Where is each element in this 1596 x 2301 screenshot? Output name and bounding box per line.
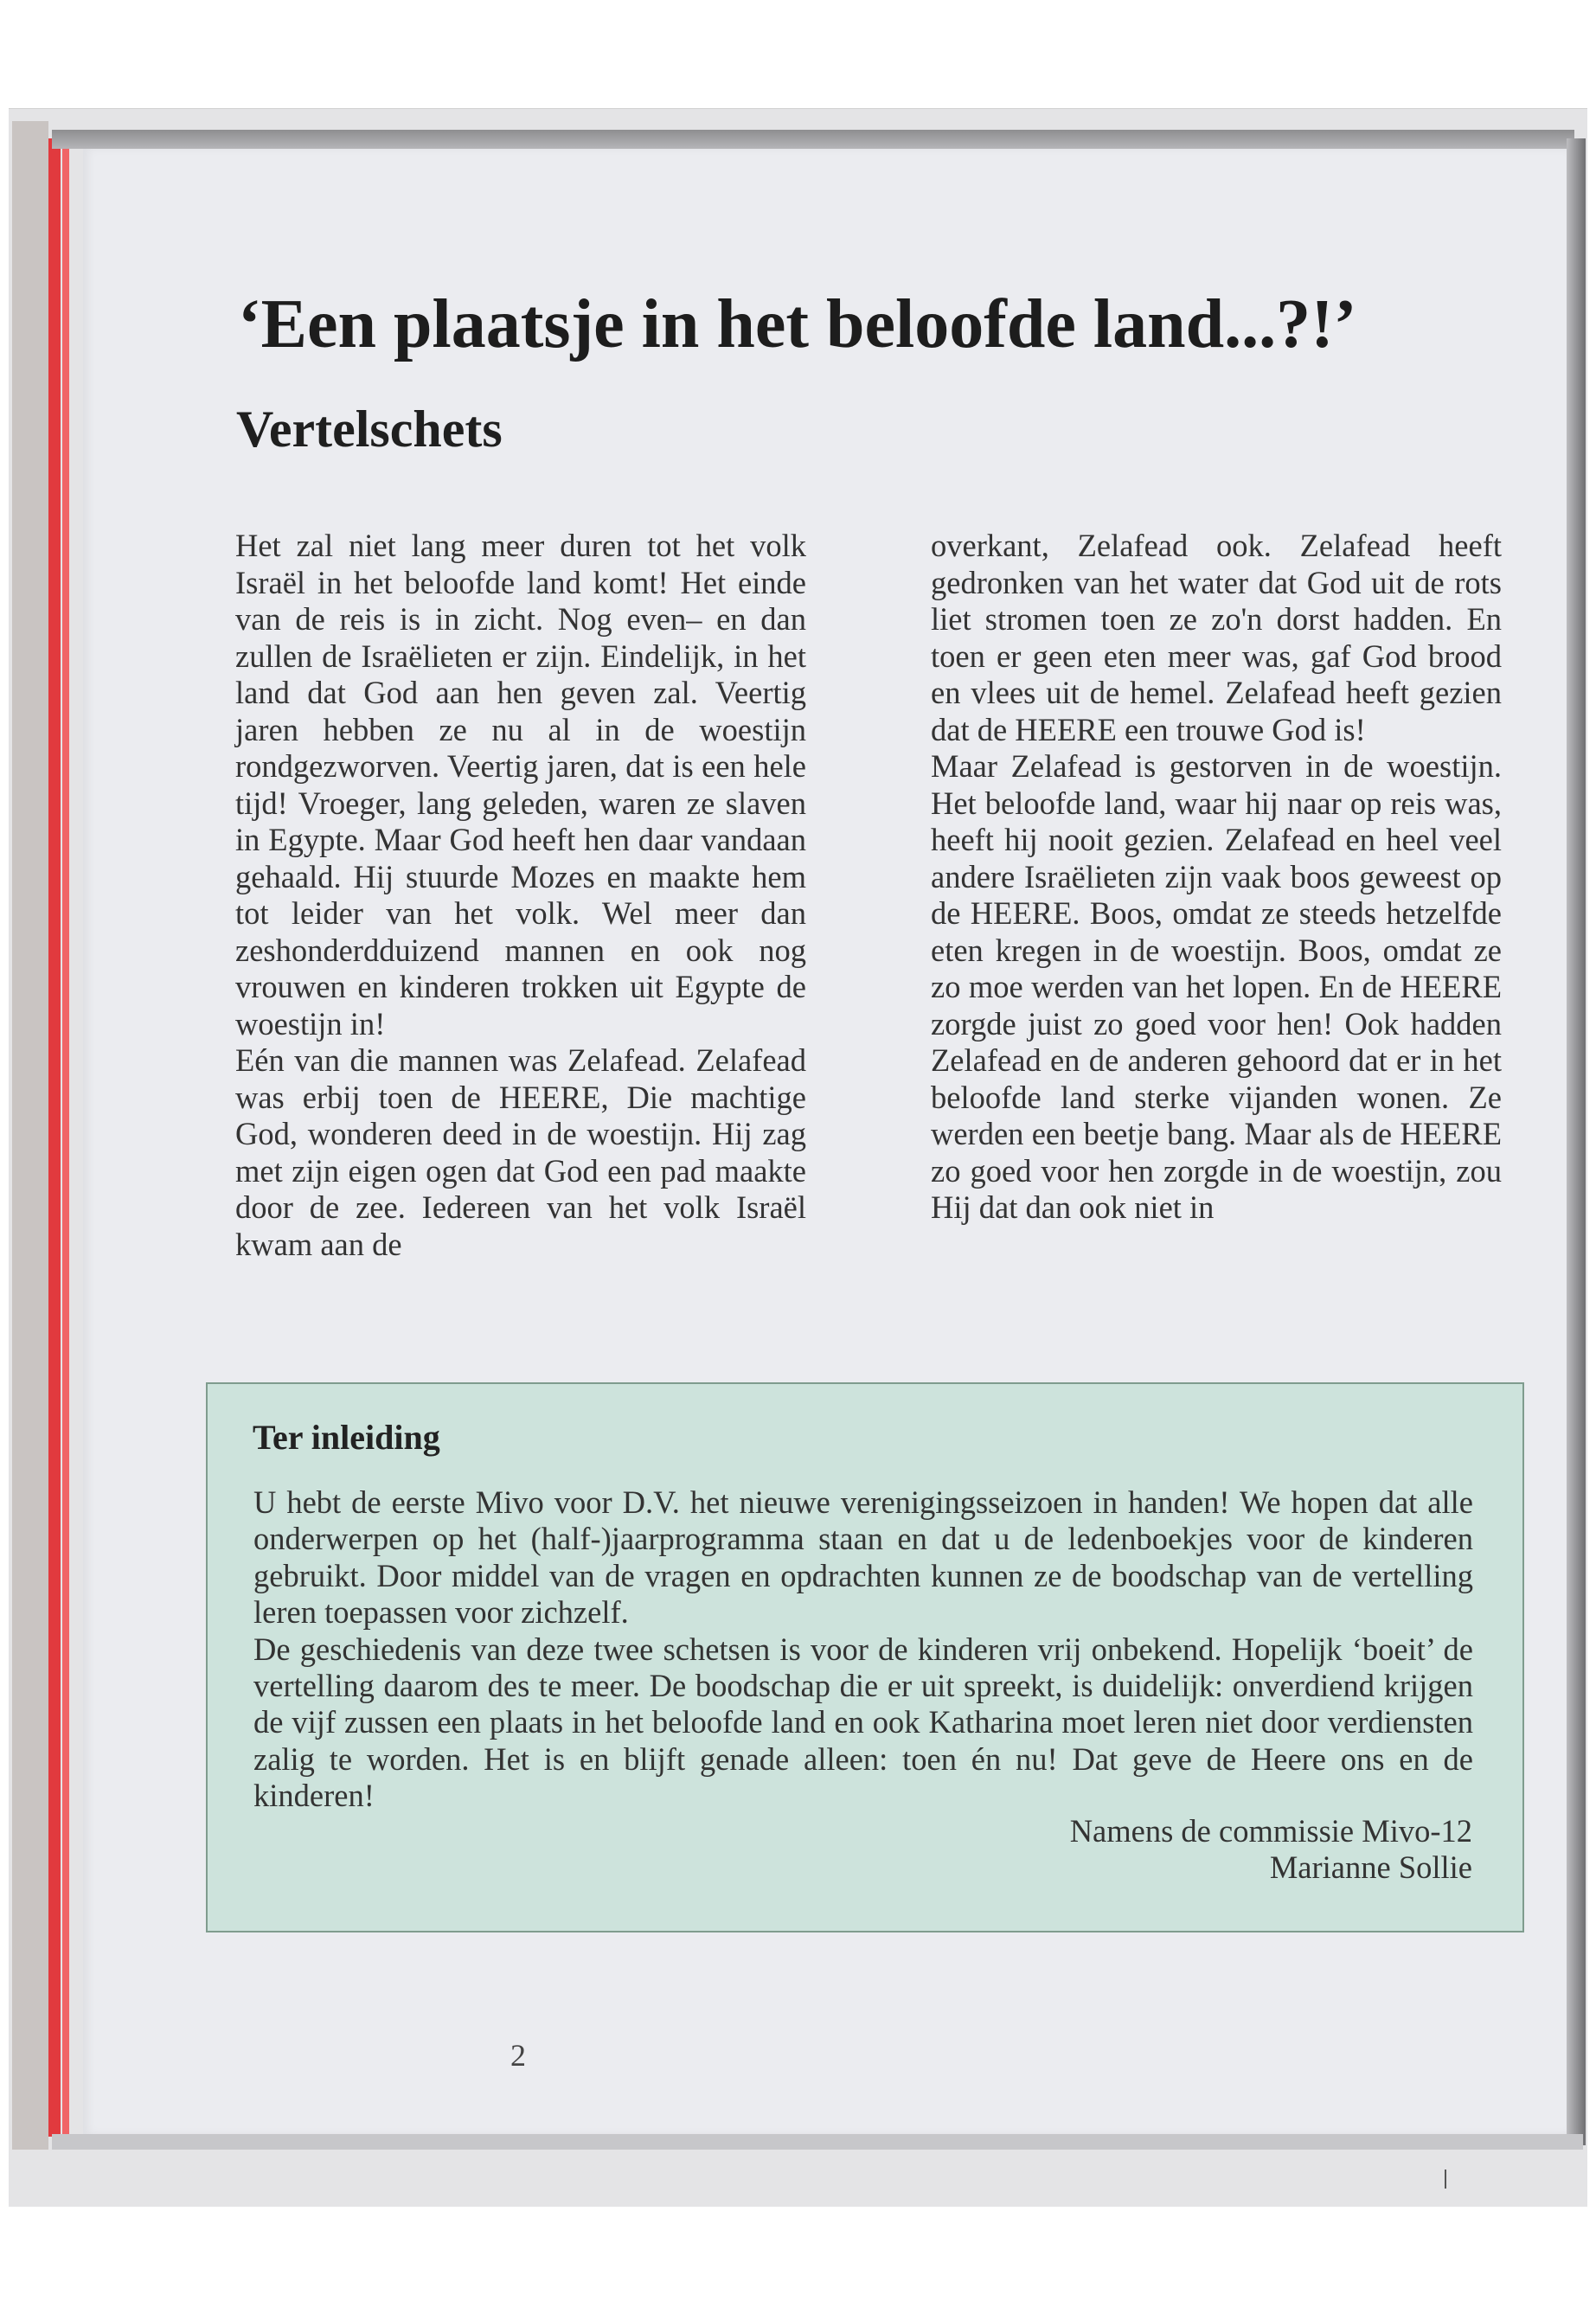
book-binding — [12, 121, 48, 2150]
intro-paragraph: De geschiedenis van deze twee schetsen is voor de kinderen vrij onbekend. Hopelijk ‘boeit’ de vertelling daarom des te meer. De boodschap die er uit spreekt, is duidelijk: onverdiend krijgen de vijf zussen een plaats in het beloofde land en ook Katharina moet leren niet door verdiensten zalig te worden. Het is en blijft genade alleen: toen én nu! Dat geve de Heere ons en de kinderen! — [253, 1631, 1473, 1814]
paragraph: Maar Zelafead is gestorven in de woestijn. Het beloofde land, waar hij naar op reis was, heeft hij nooit gezien. Zelafead en heel veel andere Israëlieten zijn vaak boos geweest op de HEERE. Boos, omdat ze steeds hetzelfde eten kregen in de woestijn. Boos, omdat ze zo moe werden van het lopen. En de HEERE zorgde juist zo goed voor hen! Ook hadden Zelafead en de anderen gehoord dat er in het beloofde land sterke vijanden wonen. Ze werden een beetje bang. Maar als de HEERE zo goed voor hen zorgde in de woestijn, zou Hij dat dan ook niet in — [931, 748, 1502, 1225]
page-number: 2 — [510, 2038, 526, 2073]
paragraph: overkant, Zelafead ook. Zelafead heeft gedronken van het water dat God uit de rots liet stromen toen ze zo'n dorst hadden. En toen er geen eten meer was, gaf God brood en vlees uit de hemel. Zelafead heeft gezien dat de HEERE een trouwe God is! — [931, 528, 1502, 747]
intro-heading: Ter inleiding — [253, 1418, 440, 1457]
scan-mark — [1445, 2170, 1446, 2189]
article-title: ‘Een plaatsje in het beloofde land...?!’ — [238, 286, 1357, 362]
right-text-column — [931, 528, 1502, 1227]
page-bottom-edge — [52, 2134, 1583, 2150]
paragraph: Het zal niet lang meer duren tot het volk Israël in het beloofde land komt! Het einde van de reis is in zicht. Nog even– en dan zullen de Israëlieten er zijn. Eindelijk, in het land dat God aan hen geven zal. Veertig jaren hebben ze nu al in de woestijn rondgezworven. Veertig jaren, dat is een hele tijd! Vroeger, lang geleden, waren ze slaven in Egypte. Maar God heeft hen daar vandaan gehaald. Hij stuurde Mozes en maakte hem tot leider van het volk. Wel meer dan zeshonderdduizend mannen en ook nog vrouwen en kinderen trokken uit Egypte de woestijn in! — [235, 528, 806, 1042]
paragraph: Eén van die mannen was Zelafead. Zelafead was erbij toen de HEERE, Die machtige God, wonderen deed in de woestijn. Hij zag met zijn eigen ogen dat God een pad maakte door de zee. Iedereen van het volk Israël kwam aan de — [235, 1042, 806, 1262]
red-page-edge — [48, 138, 61, 2137]
signature — [1070, 1813, 1472, 1887]
article-subtitle: Vertelschets — [236, 401, 503, 458]
page-top-edge — [52, 130, 1574, 149]
signature-committee: Namens de commissie Mivo-12 — [1069, 1813, 1472, 1849]
red-page-edge-inner — [62, 138, 69, 2137]
left-text-column — [235, 528, 806, 1263]
intro-paragraph: U hebt de eerste Mivo voor D.V. het nieuwe verenigingsseizoen in handen! We hopen dat alle onderwerpen op het (half-)jaarprogramma staan en dat u de ledenboekjes voor de kinderen gebruikt. Door middel van de vragen en opdrachten kunnen ze de boodschap van de vertelling leren toepassen voor zichzelf. — [253, 1484, 1473, 1631]
signature-name: Marianne Sollie — [1269, 1849, 1472, 1886]
page-right-edge — [1567, 138, 1586, 2145]
intro-body — [253, 1484, 1473, 1815]
